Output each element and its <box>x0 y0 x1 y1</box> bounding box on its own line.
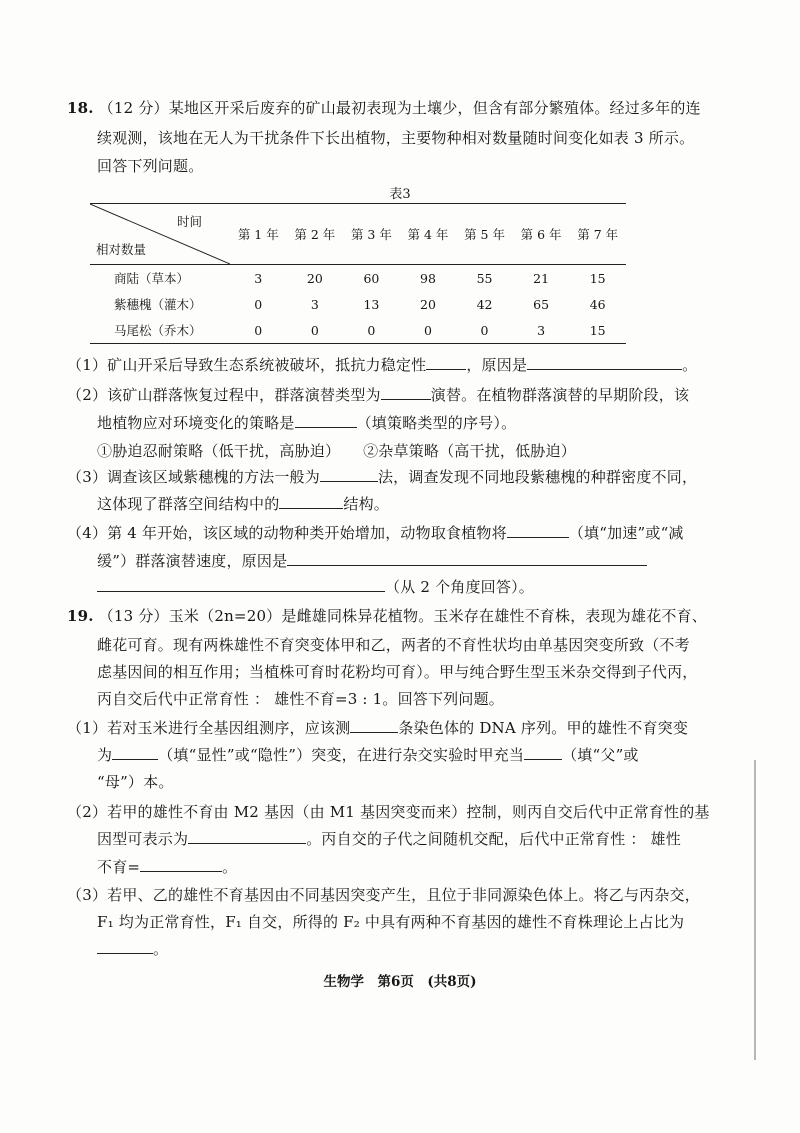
cell: 0 <box>480 322 489 338</box>
q18-intro-line1 <box>67 98 701 118</box>
cell: 55 <box>476 270 493 286</box>
q19-p1-text: （1）若对玉米进行全基因组测序，应该测 <box>67 719 351 737</box>
q18-p2-text2: 演替。在植物群落演替的早期阶段，该 <box>430 386 690 404</box>
q19-part2-line3 <box>97 857 237 877</box>
cell: 20 <box>306 270 323 286</box>
row-name: 商陆（草本） <box>114 271 190 286</box>
table-caption: 表3 <box>389 187 411 202</box>
q19-intro-line2: 雌花可育。现有两株雄性不育突变体甲和乙，两者的不育性状均由单基因突变所致（不考 <box>97 636 690 654</box>
q19-number: 19. <box>67 607 94 625</box>
cell: 3 <box>537 322 546 338</box>
table-3 <box>90 203 626 344</box>
q19-p2-text3: 。丙自交的子代之间随机交配，后代中正常育性 ： 雄性 <box>306 830 681 848</box>
answer-blank[interactable] <box>279 494 343 509</box>
q18-p2-text4: （填策略类型的序号）。 <box>356 414 517 432</box>
table-header-row <box>90 204 626 265</box>
q18-part2-line2 <box>97 413 516 433</box>
col-header: 第 6 年 <box>520 227 562 242</box>
cell: 65 <box>533 296 550 312</box>
col-header: 第 1 年 <box>237 227 279 242</box>
q18-p4-text2: （填“加速”或“减 <box>568 524 684 542</box>
answer-blank[interactable] <box>188 829 306 844</box>
header-time: 时间 <box>176 214 202 229</box>
q19-part2-line2 <box>97 829 681 849</box>
q18-p4-text4: （从 2 个角度回答）。 <box>385 578 534 596</box>
q18-p3-text: （3）调查该区域紫穗槐的方法一般为 <box>67 468 320 486</box>
q19-p2-text2: 因型可表示为 <box>97 830 189 848</box>
cell: 3 <box>310 296 319 312</box>
answer-blank[interactable] <box>295 413 357 428</box>
answer-blank[interactable] <box>140 857 222 872</box>
q19-intro-text1: （13 分）玉米（2n=20）是雌雄同株异花植物。玉米存在雄性不育株，表现为雄花不育、 <box>98 607 707 625</box>
header-amount: 相对数量 <box>96 242 147 257</box>
cell: 21 <box>533 270 550 286</box>
table-row <box>90 317 626 344</box>
q18-p4-text3: 缓”）群落演替速度，原因是 <box>97 552 288 570</box>
answer-blank[interactable] <box>287 551 647 566</box>
q18-p1-text2: ，原因是 <box>466 356 528 374</box>
q18-intro-line2: 续观测，该地在无人为干扰条件下长出植物，主要物种相对数量随时间变化如表 3 所示。 <box>97 129 695 147</box>
scan-edge-line <box>754 760 756 1060</box>
cell: 13 <box>363 296 380 312</box>
q19-p1-text2: 条染色体的 DNA 序列。甲的雄性不育突变 <box>398 719 689 737</box>
cell: 60 <box>363 270 380 286</box>
q18-p3-text4: 结构。 <box>343 495 390 513</box>
q19-part3-line1: （3）若甲、乙的雄性不育基因由不同基因突变产生，且位于非同源染色体上。将乙与丙杂交， <box>67 886 700 904</box>
cell: 20 <box>420 296 436 312</box>
q19-part3-line3 <box>97 939 168 959</box>
col-header: 第 3 年 <box>350 227 392 242</box>
q18-p3-text2: 法，调查发现不同地段紫穗槐的种群密度不同， <box>377 468 698 486</box>
q19-part1-line2 <box>97 745 639 765</box>
table-corner-cell <box>90 204 230 265</box>
answer-blank[interactable] <box>527 355 682 370</box>
q18-p2-text: （2）该矿山群落恢复过程中，群落演替类型为 <box>67 386 381 404</box>
cell: 0 <box>254 322 263 338</box>
cell: 3 <box>254 270 263 286</box>
cell: 15 <box>589 322 606 338</box>
q18-part3-line2 <box>97 494 389 514</box>
q18-part1 <box>67 355 697 375</box>
q19-intro-line1 <box>67 606 707 626</box>
q19-p1-text5: （填“父”或 <box>562 746 639 764</box>
table-row <box>90 265 626 292</box>
answer-blank[interactable] <box>350 718 398 733</box>
cell: 46 <box>589 296 606 312</box>
q18-p1-text: （1）矿山开采后导致生态系统被破坏，抵抗力稳定性 <box>67 356 427 374</box>
answer-blank[interactable] <box>524 745 562 760</box>
q18-p3-text3: 这体现了群落空间结构中的 <box>97 495 280 513</box>
col-header: 第 7 年 <box>577 227 619 242</box>
answer-blank[interactable] <box>97 939 153 954</box>
q18-intro-text1: （12 分）某地区开采后废弃的矿山最初表现为土壤少，但含有部分繁殖体。经过多年的连 <box>98 99 701 117</box>
cell: 0 <box>423 322 432 338</box>
q19-part2-line1: （2）若甲的雄性不育由 M2 基因（由 M1 基因突变而来）控制，则丙自交后代中正常育性的基 <box>67 803 710 821</box>
q18-part2-options: ①胁迫忍耐策略（低干扰，高胁迫） ②杂草策略（高干扰，低胁迫） <box>97 442 576 460</box>
answer-blank[interactable] <box>381 385 431 400</box>
answer-blank[interactable] <box>507 523 569 538</box>
q19-part3-line2: F₁ 均为正常育性，F₁ 自交，所得的 F₂ 中具有两种不育基因的雄性不育株理论上占比为 <box>97 913 685 931</box>
q18-part3-line1 <box>67 467 697 487</box>
answer-blank[interactable] <box>97 577 385 592</box>
q18-part4-line3 <box>97 577 534 597</box>
q19-intro-line3: 虑基因间的相互作用；当植株可育时花粉均可育）。甲与纯合野生型玉米杂交得到子代丙， <box>97 663 698 681</box>
cell: 0 <box>310 322 319 338</box>
cell: 42 <box>476 296 493 312</box>
q19-p1-text4: （填“显性”或“隐性”）突变，在进行杂交实验时甲充当 <box>158 746 525 764</box>
cell: 0 <box>254 296 263 312</box>
answer-blank[interactable] <box>320 467 378 482</box>
q18-p4-text: （4）第 4 年开始，该区域的动物种类开始增加，动物取食植物将 <box>67 524 507 542</box>
col-header: 第 5 年 <box>464 227 505 242</box>
table-row <box>90 291 626 317</box>
q19-p1-text3: 为 <box>97 746 113 764</box>
answer-blank[interactable] <box>112 745 158 760</box>
q18-number: 18. <box>67 99 94 117</box>
q18-part4-line2 <box>97 551 647 571</box>
q19-part1-line1 <box>67 718 688 738</box>
col-header: 第 2 年 <box>294 227 336 242</box>
row-name: 紫穗槐（灌木） <box>114 297 202 312</box>
q18-p1-end: 。 <box>682 356 698 374</box>
q19-p2-text4: 不育= <box>97 858 141 876</box>
col-header: 第 4 年 <box>407 227 449 242</box>
q18-p2-text3: 地植物应对环境变化的策略是 <box>97 414 295 432</box>
row-name: 马尾松（乔木） <box>114 323 202 338</box>
q18-intro-line3: 回答下列问题。 <box>97 157 204 175</box>
q18-part2-line1 <box>67 385 689 405</box>
page-footer: 生物学 第6页 (共8页) <box>323 974 477 990</box>
cell: 98 <box>420 270 436 286</box>
q18-part4-line1 <box>67 523 684 543</box>
cell: 15 <box>589 270 606 286</box>
q19-part1-line3: “母”）本。 <box>97 773 174 791</box>
q19-intro-line4: 丙自交后代中正常育性 ： 雄性不育=3 : 1。回答下列问题。 <box>97 690 504 708</box>
answer-blank[interactable] <box>426 355 466 370</box>
q19-p2-text5: 。 <box>222 858 238 876</box>
q19-p3-end: 。 <box>153 940 169 958</box>
cell: 0 <box>367 322 376 338</box>
